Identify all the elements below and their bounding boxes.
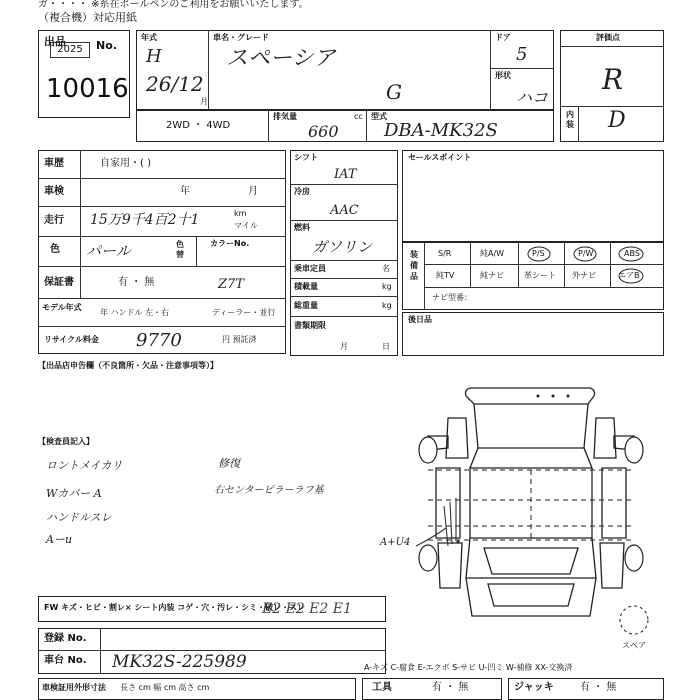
color-label: 色 [50, 244, 60, 255]
registration-box [136, 30, 554, 110]
load-label: 積載量 [294, 282, 318, 291]
equip-tv: 純TV [436, 271, 455, 280]
after-box [402, 312, 664, 356]
hyoka-label: 評価点 [596, 33, 620, 42]
equipment-marks [402, 242, 664, 310]
chassis-value: MK32S-225989 [112, 652, 247, 672]
era-value: H [146, 46, 162, 67]
color-change-label: 色替 [176, 240, 184, 259]
mileage-unit-mile: マイル [234, 221, 258, 230]
top-notice: （複合機）対応用紙 [38, 11, 137, 24]
gross-label: 総重量 [294, 301, 318, 310]
inspector-note-2: Wカバー A [46, 487, 102, 500]
inspector-note-5: 修復 [218, 457, 240, 470]
mileage-value: 15万9千4百2十1 [90, 212, 200, 228]
fuel-label: 燃料 [294, 223, 310, 232]
fw-handwritten: E2 E2 E2 E1 [262, 601, 352, 617]
model-name: スペーシア [226, 46, 336, 71]
sales-box [402, 150, 664, 242]
color-no-value: Z7T [218, 277, 244, 292]
color-no-label: カラーNo. [210, 239, 250, 248]
inspector-note-6: 右センターピラーラフ基 [214, 485, 324, 496]
shaken-month: 月 [248, 186, 258, 197]
shape-value: ハコ [516, 88, 549, 107]
after-label: 後日品 [408, 315, 432, 324]
mileage-label: 走行 [44, 215, 64, 226]
equip-pw: P/W [578, 249, 594, 258]
recycle-label: リサイクル料金 [44, 335, 99, 344]
month-unit: 月 [200, 97, 208, 106]
inspector-label: 【検査員記入】 [38, 437, 94, 446]
dims-value: 長さ cm 幅 cm 高さ cm [120, 683, 210, 692]
model-label: 車名・グレード [213, 33, 269, 42]
doors-value: 5 [516, 44, 528, 65]
jack-value: 有 ・ 無 [580, 682, 617, 693]
equip-leather: 革シート [524, 271, 556, 280]
model-year-label: モデル年式 [42, 303, 82, 312]
fuel-value: ガソリン [312, 238, 373, 256]
car-diagram [408, 378, 668, 640]
equip-sr: S/R [438, 249, 452, 258]
inspector-note-3: ハンドルスレ [46, 511, 112, 524]
year-month-value: 26/12 [146, 72, 204, 96]
displacement-label: 排気量 [273, 112, 297, 121]
handle-value: 年 ハンドル 左・右 [100, 308, 170, 317]
nenshiki-label: 年式 [141, 33, 157, 42]
aircon-value: AAC [330, 203, 359, 218]
shift-value: IAT [334, 167, 357, 182]
docs-month: 月 [340, 342, 348, 351]
shuppin-label: 出品 [44, 35, 66, 48]
no-label: No. [96, 39, 117, 52]
capacity-label: 乗車定員 [294, 264, 326, 273]
touroku-label: 登録 No. [44, 633, 87, 644]
shape-label: 形状 [495, 71, 511, 80]
equip-ext-navi: 外ナビ [572, 271, 596, 280]
color-value: パール [86, 242, 131, 260]
navi-model-label: ナビ型番： [432, 293, 472, 302]
warranty-value: 有 ・ 無 [118, 277, 155, 288]
jack-label: ジャッキ [514, 682, 554, 693]
capacity-unit: 名 [382, 264, 390, 273]
sales-point-label: セールスポイント [408, 153, 472, 162]
top-notice-line1: ガ・・・・ ※系在ボールペンのご利用をお願いいたします。 [38, 0, 309, 10]
gross-unit: kg [382, 301, 392, 310]
rekishi-value: 自家用・( ) [100, 158, 151, 169]
mileage-unit-km: km [234, 209, 247, 218]
diagram-note: A+U4 [380, 537, 411, 548]
dealer-value: ディーラー・並行 [212, 308, 276, 317]
legend: A-キズ C-腐食 E-エクボ S-サビ U-凹ミ W-補修 XX-交換済 [364, 663, 573, 672]
spare-label: スペア [622, 641, 646, 650]
type-code: DBA-MK32S [384, 120, 498, 141]
docs-day: 日 [382, 342, 390, 351]
inspector-note-1: ロントメイカリ [46, 459, 123, 472]
score-value: R [602, 63, 624, 96]
history-box [38, 150, 286, 354]
dims-label: 車検証用外形寸法 [42, 683, 106, 692]
shaken-year: 年 [180, 186, 190, 197]
drive-options: 2WD ・ 4WD [166, 120, 231, 131]
equipment-label: 装備品 [410, 250, 418, 281]
aircon-label: 冷房 [294, 187, 310, 196]
interior-value: D [608, 108, 626, 133]
tools-label: 工具 [372, 682, 392, 693]
grade-value: G [386, 80, 402, 104]
lot-year-box: 2025 [50, 42, 90, 58]
equip-abs: ABS [624, 249, 640, 258]
docs-label: 書類期限 [294, 321, 326, 330]
equip-aw: 純A/W [480, 249, 505, 258]
lot-number: 10016 [46, 74, 129, 104]
tools-value: 有 ・ 無 [432, 682, 469, 693]
equip-airbag: エアB [618, 271, 640, 280]
door-label: ドア [495, 33, 511, 42]
seller-note-label: 【出品店申告欄（不良箇所・欠品・注意事項等）】 [38, 361, 218, 370]
rekishi-label: 車歴 [44, 158, 64, 169]
displacement-value: 660 [308, 122, 339, 141]
shaken-label: 車検 [44, 186, 64, 197]
type-label: 型式 [371, 112, 387, 121]
equip-ps: P/S [532, 249, 545, 258]
recycle-unit: 円 預託済 [222, 335, 257, 344]
equip-navi: 純ナビ [480, 271, 504, 280]
naisou-label: 内装 [566, 110, 574, 129]
recycle-value: 9770 [136, 330, 182, 351]
load-unit: kg [382, 282, 392, 291]
warranty-label: 保証書 [44, 277, 74, 288]
fw-row-text: FW キズ・ヒビ・割レ× シート内装 コゲ・穴・汚レ・シミ・破レ・スレ [44, 603, 306, 612]
chassis-label: 車台 No. [44, 655, 87, 666]
shift-label: シフト [294, 153, 318, 162]
displacement-unit: cc [354, 112, 363, 121]
inspector-note-4: Aーu [46, 533, 73, 546]
